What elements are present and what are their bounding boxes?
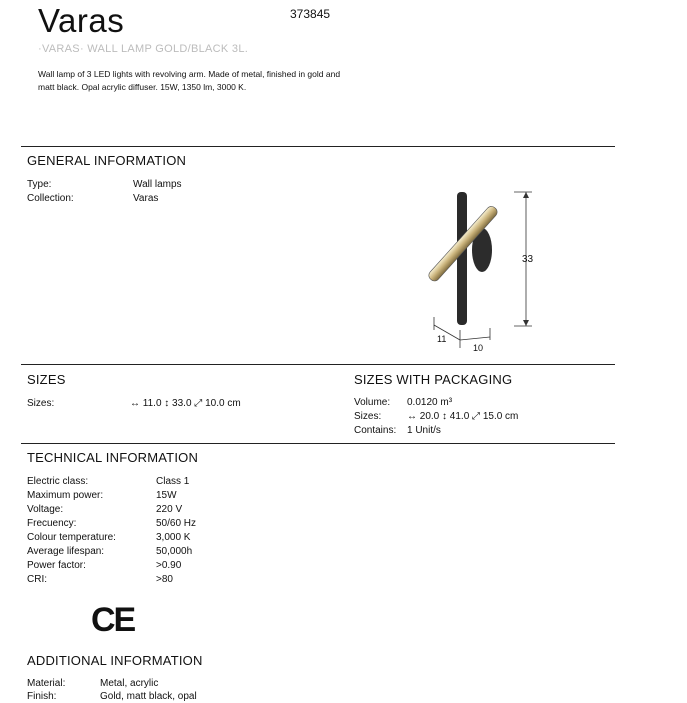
- packaging-sizes-value: ↔ 20.0 ↕ 41.0 ⤢ 15.0 cm: [407, 411, 519, 422]
- finish-label: Finish:: [27, 691, 57, 702]
- contains-label: Contains:: [354, 425, 397, 436]
- colour-temp-label: Colour temperature:: [27, 532, 116, 543]
- lamp-drawing: [410, 180, 560, 360]
- contains-value: 1 Unit/s: [407, 425, 441, 436]
- product-code: 373845: [290, 7, 331, 21]
- sizes-heading: SIZES: [27, 372, 66, 387]
- product-subtitle: ·VARAS· WALL LAMP GOLD/BLACK 3L.: [38, 43, 249, 55]
- collection-label: Collection:: [27, 193, 74, 204]
- black-bar: [457, 192, 467, 325]
- ce-mark: CE: [91, 601, 135, 639]
- power-factor-value: >0.90: [156, 560, 182, 571]
- packaging-heading: SIZES WITH PACKAGING: [354, 372, 513, 387]
- electric-class-label: Electric class:: [27, 476, 89, 487]
- width-dimension-line: [460, 337, 490, 340]
- frequency-label: Frecuency:: [27, 518, 77, 529]
- frequency-value: 50/60 Hz: [156, 518, 197, 529]
- sizes-label: Sizes:: [27, 398, 55, 409]
- voltage-label: Voltage:: [27, 504, 64, 515]
- packaging-sizes-label: Sizes:: [354, 411, 382, 422]
- max-power-value: 15W: [156, 490, 177, 501]
- power-factor-label: Power factor:: [27, 560, 86, 571]
- width-label: 10: [473, 343, 484, 353]
- cri-value: >80: [156, 574, 173, 585]
- max-power-label: Maximum power:: [27, 490, 104, 501]
- finish-value: Gold, matt black, opal: [100, 691, 197, 702]
- lamp-illustration: [410, 180, 560, 355]
- material-value: Metal, acrylic: [100, 678, 159, 689]
- type-value: Wall lamps: [133, 179, 182, 190]
- lifespan-label: Average lifespan:: [27, 546, 105, 557]
- colour-temp-value: 3,000 K: [156, 532, 191, 543]
- divider: [21, 146, 615, 147]
- electric-class-value: Class 1: [156, 476, 190, 487]
- divider: [21, 364, 615, 365]
- general-heading: GENERAL INFORMATION: [27, 153, 187, 168]
- depth-label: 11: [437, 334, 447, 344]
- collection-value: Varas: [133, 193, 159, 204]
- product-title: Varas: [38, 2, 125, 39]
- sizes-value: ↔ 11.0 ↕ 33.0 ⤢ 10.0 cm: [130, 398, 241, 409]
- type-label: Type:: [27, 179, 52, 190]
- height-label: 33: [522, 254, 534, 265]
- additional-heading: ADDITIONAL INFORMATION: [27, 653, 203, 668]
- material-label: Material:: [27, 678, 66, 689]
- cri-label: CRI:: [27, 574, 47, 585]
- voltage-value: 220 V: [156, 504, 183, 515]
- product-description: Wall lamp of 3 LED lights with revolving arm. Made of metal, finished in gold and matt black. Opal acrylic diffuser. 15W, 1350 lm, 3000 K.: [38, 69, 341, 92]
- lifespan-value: 50,000h: [156, 546, 193, 557]
- divider: [21, 443, 615, 444]
- volume-value: 0.0120 m³: [407, 397, 453, 408]
- volume-label: Volume:: [354, 397, 391, 408]
- technical-heading: TECHNICAL INFORMATION: [27, 450, 199, 465]
